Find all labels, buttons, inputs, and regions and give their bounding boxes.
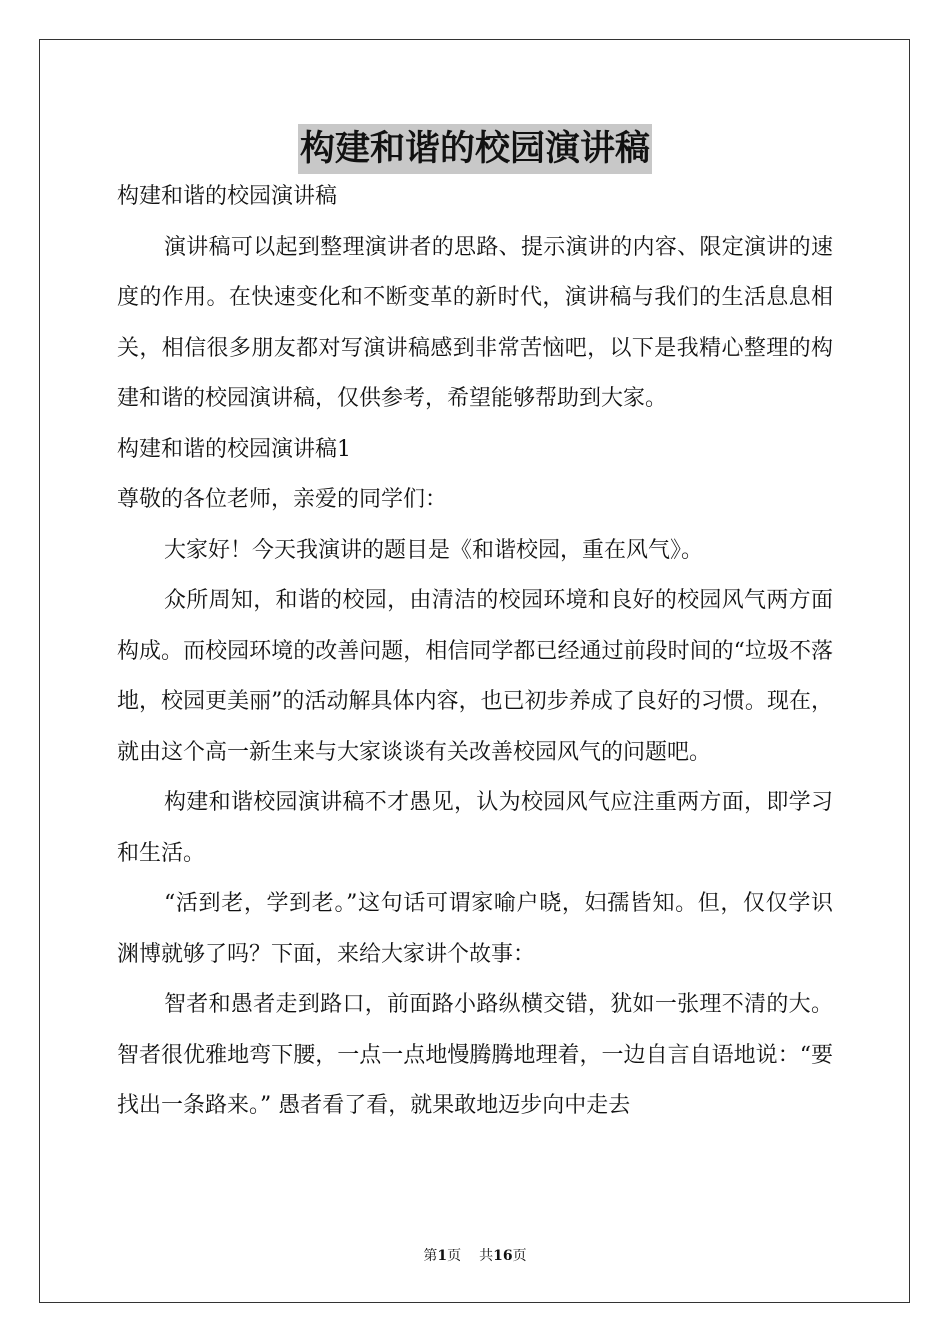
document-title: 构建和谐的校园演讲稿 — [298, 124, 652, 174]
paragraph-body: “活到老，学到老。”这句话可谓家喻户晓，妇孺皆知。但，仅仅学识渊博就够了吗？下面，来给大家讲个故事： — [117, 891, 833, 967]
paragraph-body: 众所周知，和谐的校园，由清洁的校园环境和良好的校园风气两方面构成。而校园环境的改善问题，相信同学都已经通过前段时间的“垃圾不落地，校园更美丽”的活动解具体内容，也已初步养成了良好的习惯。现在，就由这个高一新生来与大家谈谈有关改善校园风气的问题吧。 — [117, 588, 833, 765]
footer-page-suffix: 页 — [447, 1248, 462, 1264]
footer-total-prefix: 共 — [479, 1248, 494, 1264]
footer-page-current: 1 — [437, 1248, 448, 1264]
footer-total-suffix: 页 — [512, 1248, 527, 1264]
page-footer — [0, 1246, 950, 1266]
paragraph-greeting: 大家好！今天我演讲的题目是《和谐校园，重在风气》。 — [164, 537, 704, 563]
paragraph-salutation: 尊敬的各位老师，亲爱的同学们： — [117, 487, 448, 512]
document-title-wrap — [0, 124, 950, 174]
paragraph-section-heading: 构建和谐的校园演讲稿1 — [117, 436, 351, 462]
footer-page-prefix: 第 — [423, 1248, 438, 1264]
footer-page-total: 16 — [493, 1248, 513, 1264]
paragraph-body: 智者和愚者走到路口，前面路小路纵横交错，犹如一张理不清的大。智者很优雅地弯下腰，一点一点地慢腾腾地理着，一边自言自语地说：“要找出一条路来。” 愚者看了看，就果敢地迈步向中走去 — [117, 992, 833, 1118]
paragraph-intro: 演讲稿可以起到整理演讲者的思路、提示演讲的内容、限定演讲的速度的作用。在快速变化和不断变革的新时代，演讲稿与我们的生活息息相关，相信很多朋友都对写演讲稿感到非常苦恼吧，以下是我精心整理的构建和谐的校园演讲稿，仅供参考，希望能够帮助到大家。 — [117, 234, 833, 411]
document-body — [117, 172, 833, 1132]
paragraph-body: 构建和谐校园演讲稿不才愚见，认为校园风气应注重两方面，即学习和生活。 — [117, 790, 833, 866]
paragraph-subtitle: 构建和谐的校园演讲稿 — [117, 184, 338, 209]
